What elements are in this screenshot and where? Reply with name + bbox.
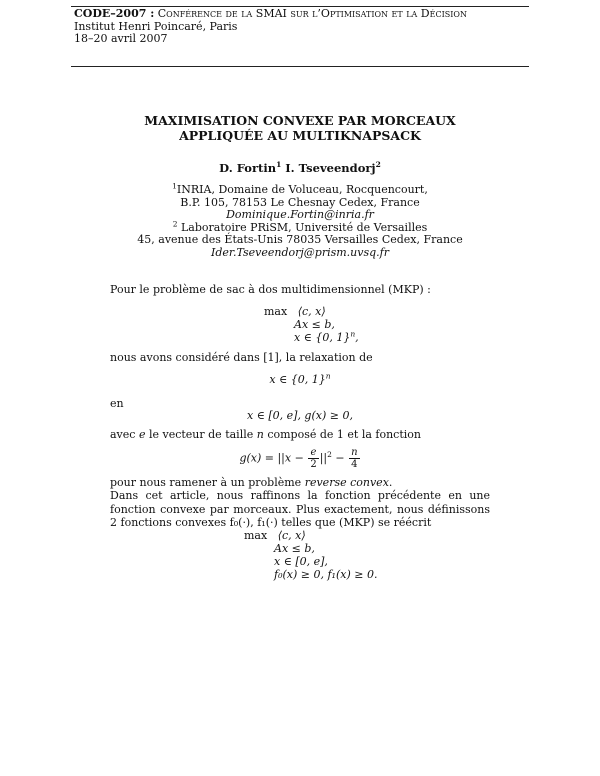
authors [0,161,600,175]
dates: 18–20 avril 2007 [74,32,168,45]
equation-g: g(x) = ||x − $\frac{e}{2}$ $||^2$ − $\frac{n}{4}$ [239,447,358,470]
author-1-mark: 1 [276,160,282,170]
conference-name: Conférence de la SMAI sur l’Optimisation et la Décision [157,7,467,20]
eq5-constraint-1: Ax ≤ b, [274,542,315,555]
eq1-constraint-1: Ax ≤ b, [294,318,335,331]
affiliation-1-line-1: $^1$INRIA, Domaine de Voluceau, Rocquencourt, [172,181,428,196]
equation-binary: x ∈ {0, 1}$^n$ [269,371,331,386]
equation-mkp [264,305,359,344]
paragraph-reverse-convex: pour nous ramener à un problème reverse convex. [110,476,393,489]
author-1: D. Fortin [219,161,277,175]
eq1-constraint-2: x ∈ {0, 1}$^n$, [294,329,359,344]
eq5-constraint-3: f₀(x) ≥ 0, f₁(x) ≥ 0. [274,568,378,581]
affiliation-1-email[interactable]: Dominique.Fortin@inria.fr [226,208,374,221]
affiliation-2-line-1: $^2$ Laboratoire PRiSM, Université de Versailles [172,218,428,234]
intro-paragraph: Pour le problème de sac à dos multidimensionnel (MKP) : [110,283,431,296]
affiliations [0,181,600,259]
eq1-objective: ⟨c, x⟩ [297,305,326,318]
affiliation-1-mark: 1 [172,181,177,191]
affiliation-2-mark: 2 [172,218,178,228]
conference-abbr: CODE–2007 : [74,7,155,20]
title-line-1: MAXIMISATION CONVEXE PAR MORCEAUX [144,113,456,128]
fraction-e-over-2: $\frac{e}{2}$ [310,447,317,470]
affiliation-2-email[interactable]: Ider.Tseveendorj@prism.uvsq.fr [211,245,389,259]
paragraph-refinement: Dans cet article, nous raffinons la fonction précédente en une fonction convexe par morceaux. Plus exactement, nous définissons 2 fonctions convexes f₀(·), f₁(·) telles que (MKP) se réécrit [110,489,490,529]
conference-header [74,8,528,46]
title-line-2: APPLIQUÉE AU MULTIKNAPSACK [179,127,421,143]
eq5-max: max [244,529,268,542]
author-2-mark: 2 [375,160,381,170]
author-2: I. Tseveendorj [285,161,376,175]
paragraph-relaxation: nous avons considéré dans [1], la relaxation de [110,351,373,364]
eq5-constraint-2: x ∈ [0, e], [274,555,328,568]
eq1-max: max [264,305,288,318]
fraction-n-over-4: $\frac{n}{4}$ [351,447,358,470]
paragraph-vector: avec e le vecteur de taille n composé de 1 et la fonction [110,428,421,441]
venue: Institut Henri Poincaré, Paris [74,19,238,33]
eq5-objective: ⟨c, x⟩ [277,529,306,542]
paper-title [0,114,600,143]
paragraph-en: en [110,397,124,410]
header-bottom-rule [71,66,529,67]
equation-piecewise [244,529,377,581]
affiliation-2-line-2: 45, avenue des États-Unis 78035 Versailles Cedex, France [137,233,463,246]
conference-line [74,8,528,21]
affiliation-1-line-2: B.P. 105, 78153 Le Chesnay Cedex, France [180,195,420,209]
equation-box: x ∈ [0, e], g(x) ≥ 0, [247,409,353,422]
